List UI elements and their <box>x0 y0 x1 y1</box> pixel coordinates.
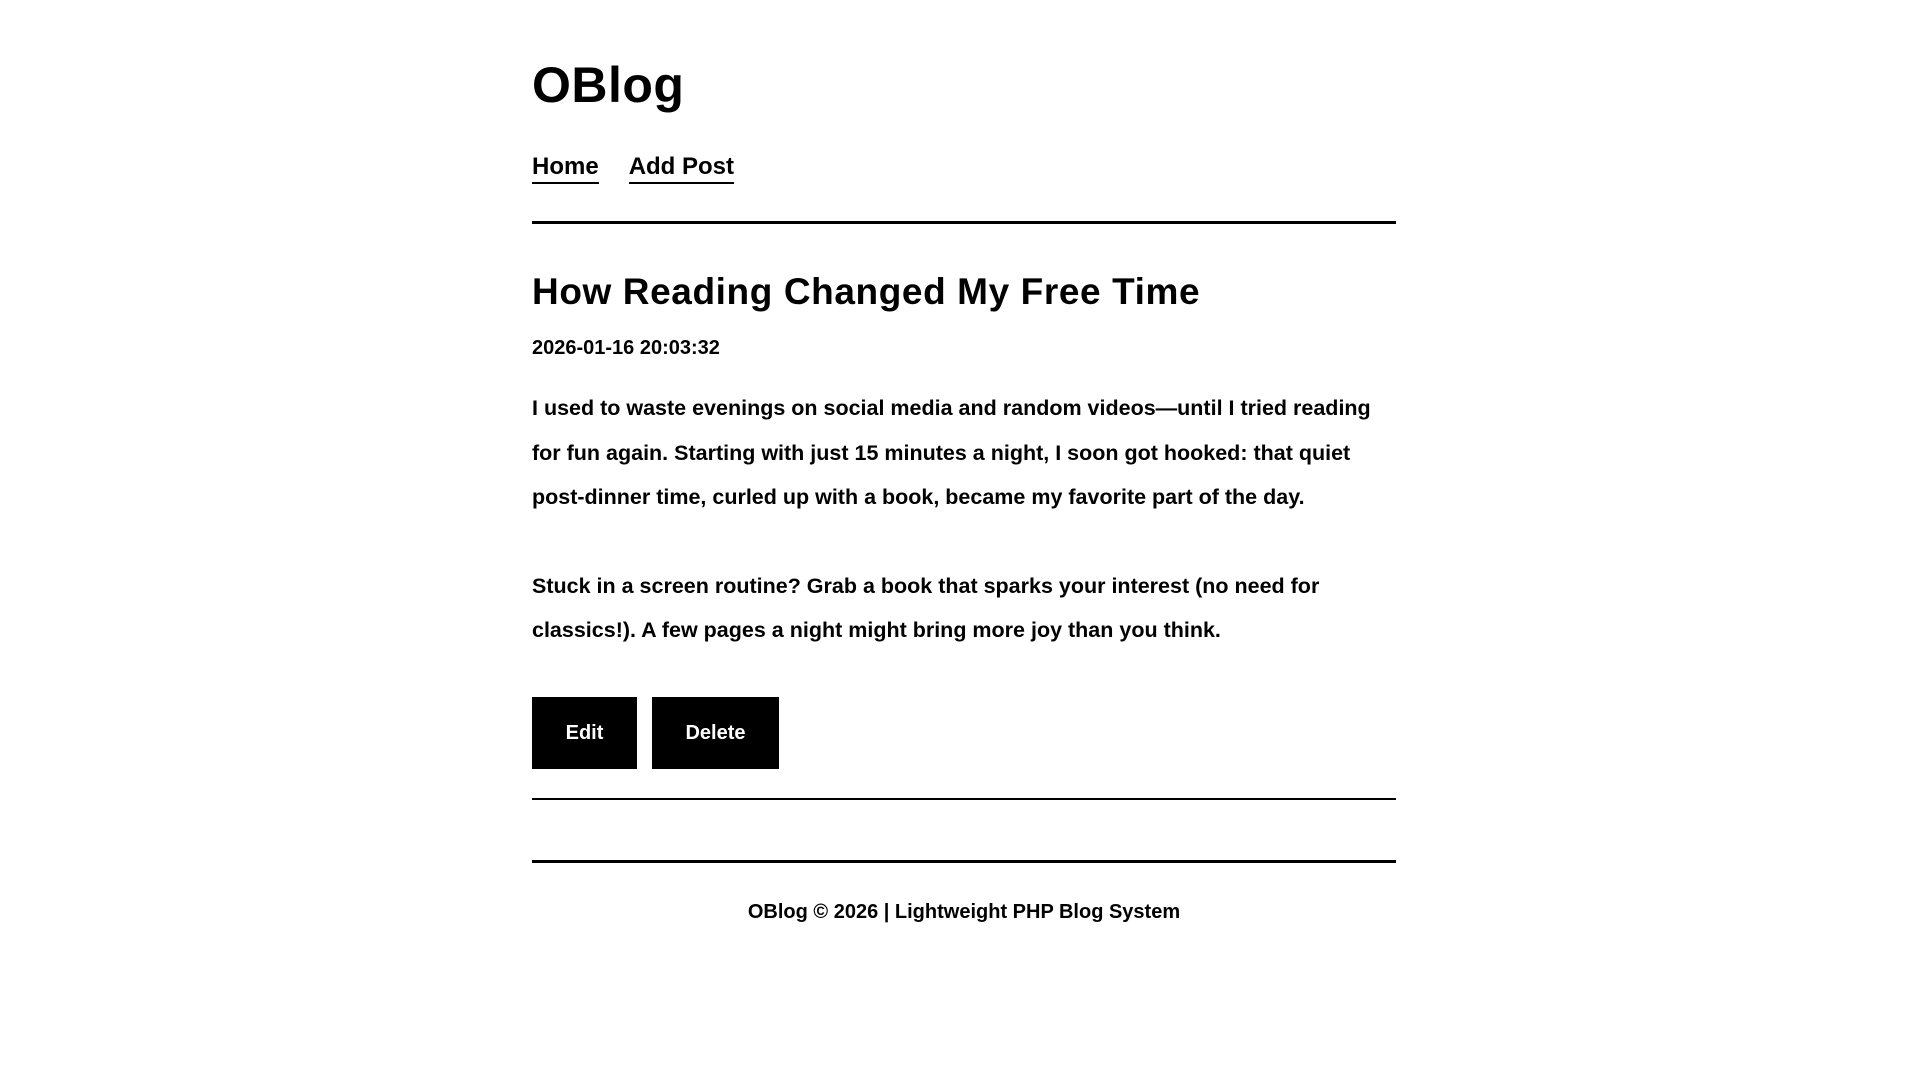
main-nav <box>532 153 734 184</box>
post-title: How Reading Changed My Free Time <box>532 271 1201 312</box>
footer-divider <box>532 860 1396 863</box>
site-footer: OBlog © 2026 | Lightweight PHP Blog System <box>747 901 1181 923</box>
nav-home-link[interactable]: Home <box>532 153 599 184</box>
post-actions <box>532 697 779 769</box>
post-body <box>532 386 1396 697</box>
delete-button[interactable]: Delete <box>652 697 779 769</box>
post-date: 2026-01-16 20:03:32 <box>532 337 720 359</box>
nav-add-post-link[interactable]: Add Post <box>629 153 734 184</box>
post-paragraph: Stuck in a screen routine? Grab a book that sparks your interest (no need for classics!). A few pages a night might bring more joy than you think. <box>532 573 1320 642</box>
post-divider <box>532 798 1396 800</box>
post-paragraph: I used to waste evenings on social media and random videos—until I tried reading for fun again. Starting with just 15 minutes a night, I soon got hooked: that quiet post-dinner time, curled up with a book, became my favorite part of the day. <box>532 396 1371 509</box>
header-divider <box>532 221 1396 224</box>
site-title: OBlog <box>532 57 685 113</box>
edit-button[interactable]: Edit <box>532 697 637 769</box>
